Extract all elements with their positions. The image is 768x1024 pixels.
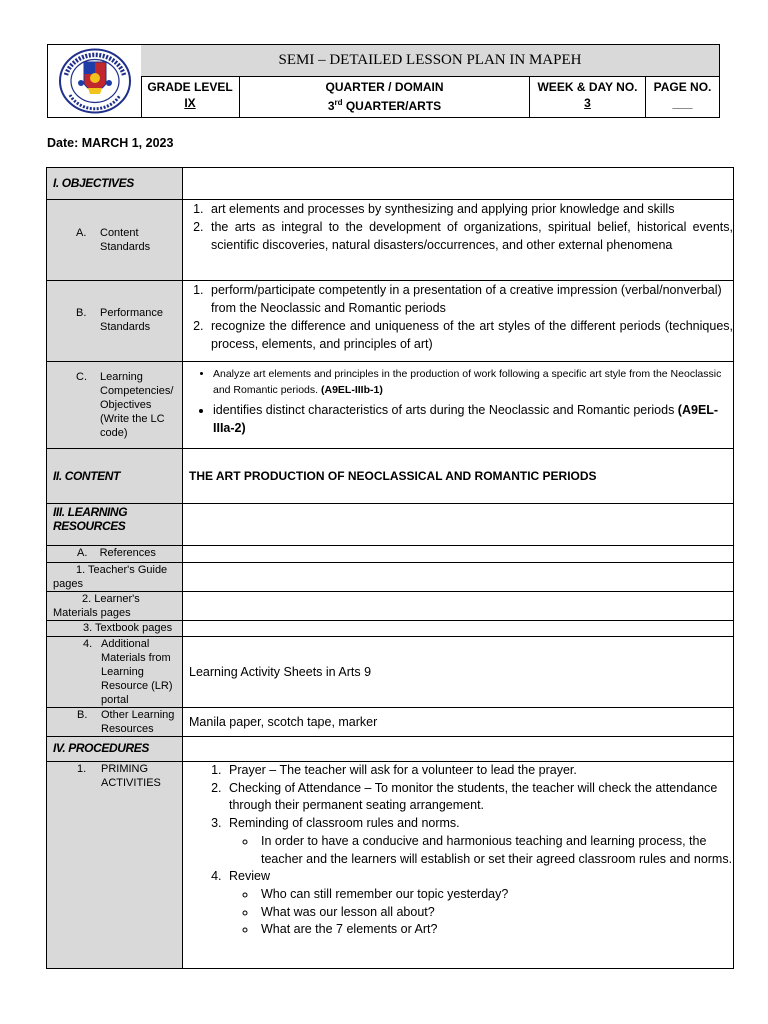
textbook-label: 3. Textbook pages xyxy=(47,621,183,637)
additional-materials-label-cell xyxy=(47,637,183,708)
teachers-guide-empty-cell xyxy=(183,563,734,592)
content-standards-label-cell xyxy=(47,200,183,281)
grade-level-cell xyxy=(141,77,240,117)
priming-activities-label: PRIMING ACTIVITIES xyxy=(101,763,161,789)
procedures-empty-cell xyxy=(183,737,734,762)
content-standards-cell xyxy=(183,200,734,281)
learners-materials-row xyxy=(47,592,734,621)
other-resources-label: Other Learning Resources xyxy=(101,709,175,735)
textbook-empty-cell xyxy=(183,621,734,637)
page-no-value: ___ xyxy=(672,96,693,110)
quarter-sup: rd xyxy=(334,98,343,107)
quarter-value xyxy=(240,95,529,114)
teachers-guide-row xyxy=(47,563,734,592)
objectives-empty-cell xyxy=(183,168,734,200)
content-heading: II. CONTENT xyxy=(47,449,183,504)
grade-level-label: GRADE LEVEL xyxy=(147,80,233,94)
quarter-cell xyxy=(240,77,530,117)
procedures-heading: IV. PROCEDURES xyxy=(47,737,183,762)
competency-text: Analyze art elements and principles in the production of work following a specific art style from the Neoclassic and Romantic periods. xyxy=(213,368,722,396)
procedure-step-text: Review xyxy=(229,869,270,884)
additional-materials-value: Learning Activity Sheets in Arts 9 xyxy=(183,637,734,708)
performance-standards-letter: B. xyxy=(76,307,87,319)
teachers-guide-label: 1. Teacher's Guide pages xyxy=(47,563,183,592)
content-standards-letter: A. xyxy=(76,227,87,239)
week-day-value: 3 xyxy=(584,96,591,110)
content-standard-item: 2. the arts as integral to the development of organizations, spiritual belief, historical events, scientific discoveries, natural disasters/occurrences, and other external phenomena xyxy=(207,218,733,254)
priming-activities-num: 1. xyxy=(77,763,87,775)
performance-standards-row xyxy=(47,281,734,362)
review-question: ◦ What are the 7 elements or Art? xyxy=(257,921,733,939)
resources-empty-cell xyxy=(183,504,734,546)
learners-materials-empty-cell xyxy=(183,592,734,621)
content-standards-row xyxy=(47,200,734,281)
competency-code: (A9EL-IIIb-1) xyxy=(320,384,383,396)
grade-level-value: IX xyxy=(184,96,196,110)
content-value: THE ART PRODUCTION OF NEOCLASSICAL AND ROMANTIC PERIODS xyxy=(183,449,734,504)
page-no-label: PAGE NO. xyxy=(653,80,712,94)
week-day-cell xyxy=(530,77,646,117)
other-resources-letter: B. xyxy=(77,709,88,721)
additional-materials-num: 4. xyxy=(83,638,93,650)
competencies-row xyxy=(47,362,734,449)
objectives-row xyxy=(47,168,734,200)
priming-activities-row xyxy=(47,762,734,969)
quarter-label: QUARTER / DOMAIN xyxy=(325,80,444,94)
week-day-label: WEEK & DAY NO. xyxy=(537,80,638,94)
other-resources-label-cell xyxy=(47,708,183,737)
procedure-bullet: ◦ In order to have a conducive and harmonious teaching and learning process, the teacher and the learners will establish or set their agreed classroom rules and norms. xyxy=(257,833,733,868)
quarter-rest: QUARTER/ARTS xyxy=(342,99,442,113)
references-row xyxy=(47,546,734,563)
content-standards-label: Content Standards xyxy=(100,227,151,253)
performance-standard-item: 1. perform/participate competently in a presentation of a creative impression (verbal/nonverbal) from the Neoclassic and Romantic periods xyxy=(207,281,733,317)
textbook-row xyxy=(47,621,734,637)
competencies-label: Learning Competencies/ Objectives (Write the LC code) xyxy=(100,371,174,439)
page-no-cell xyxy=(646,77,719,117)
lesson-plan-table xyxy=(46,167,734,969)
procedure-step xyxy=(225,868,733,939)
deped-seal-logo xyxy=(58,48,132,114)
references-label: A. References xyxy=(47,546,183,563)
additional-materials-row xyxy=(47,637,734,708)
procedure-step: 1. Prayer – The teacher will ask for a volunteer to lead the prayer. xyxy=(225,762,733,780)
references-empty-cell xyxy=(183,546,734,563)
other-resources-value: Manila paper, scotch tape, marker xyxy=(183,708,734,737)
priming-activities-cell xyxy=(183,762,734,969)
competencies-label-cell xyxy=(47,362,183,449)
content-standard-item: 1. art elements and processes by synthesizing and applying prior knowledge and skills xyxy=(207,200,733,218)
competencies-cell xyxy=(183,362,734,449)
competency-text: identifies distinct characteristics of arts during the Neoclassic and Romantic periods xyxy=(213,403,678,417)
logo-cell xyxy=(48,45,142,117)
competency-code: (A9EL-IIIa-2) xyxy=(213,403,719,435)
header-table xyxy=(47,44,720,118)
procedure-step xyxy=(225,815,733,868)
review-question: ◦ Who can still remember our topic yesterday? xyxy=(257,886,733,904)
performance-standards-label-cell xyxy=(47,281,183,362)
lesson-date: Date: MARCH 1, 2023 xyxy=(47,136,174,150)
review-question: ◦ What was our lesson all about? xyxy=(257,904,733,922)
performance-standards-cell xyxy=(183,281,734,362)
competency-item xyxy=(213,366,733,398)
performance-standard-item: 2. recognize the difference and uniqueness of the art styles of the different periods (techniques, process, elements, and principles of art) xyxy=(207,317,733,353)
learners-materials-label: 2. Learner's Materials pages xyxy=(47,592,183,621)
performance-standards-label: Performance Standards xyxy=(100,307,163,333)
content-row xyxy=(47,449,734,504)
quarter-num: 3 xyxy=(327,99,335,113)
competency-item xyxy=(213,401,733,437)
objectives-heading: I. OBJECTIVES xyxy=(47,168,183,200)
plan-title: SEMI – DETAILED LESSON PLAN IN MAPEH xyxy=(141,45,719,77)
competencies-letter: C. xyxy=(76,371,87,383)
additional-materials-label: Additional Materials from Learning Resource (LR) portal xyxy=(101,638,173,706)
procedure-step-text: Reminding of classroom rules and norms. xyxy=(229,816,460,831)
procedures-row xyxy=(47,737,734,762)
other-resources-row xyxy=(47,708,734,737)
resources-row xyxy=(47,504,734,546)
priming-activities-label-cell xyxy=(47,762,183,969)
procedure-step: 2. Checking of Attendance – To monitor the students, the teacher will check the attendance through their permanent seating arrangement. xyxy=(225,780,733,815)
resources-heading: III. LEARNING RESOURCES xyxy=(47,504,183,546)
